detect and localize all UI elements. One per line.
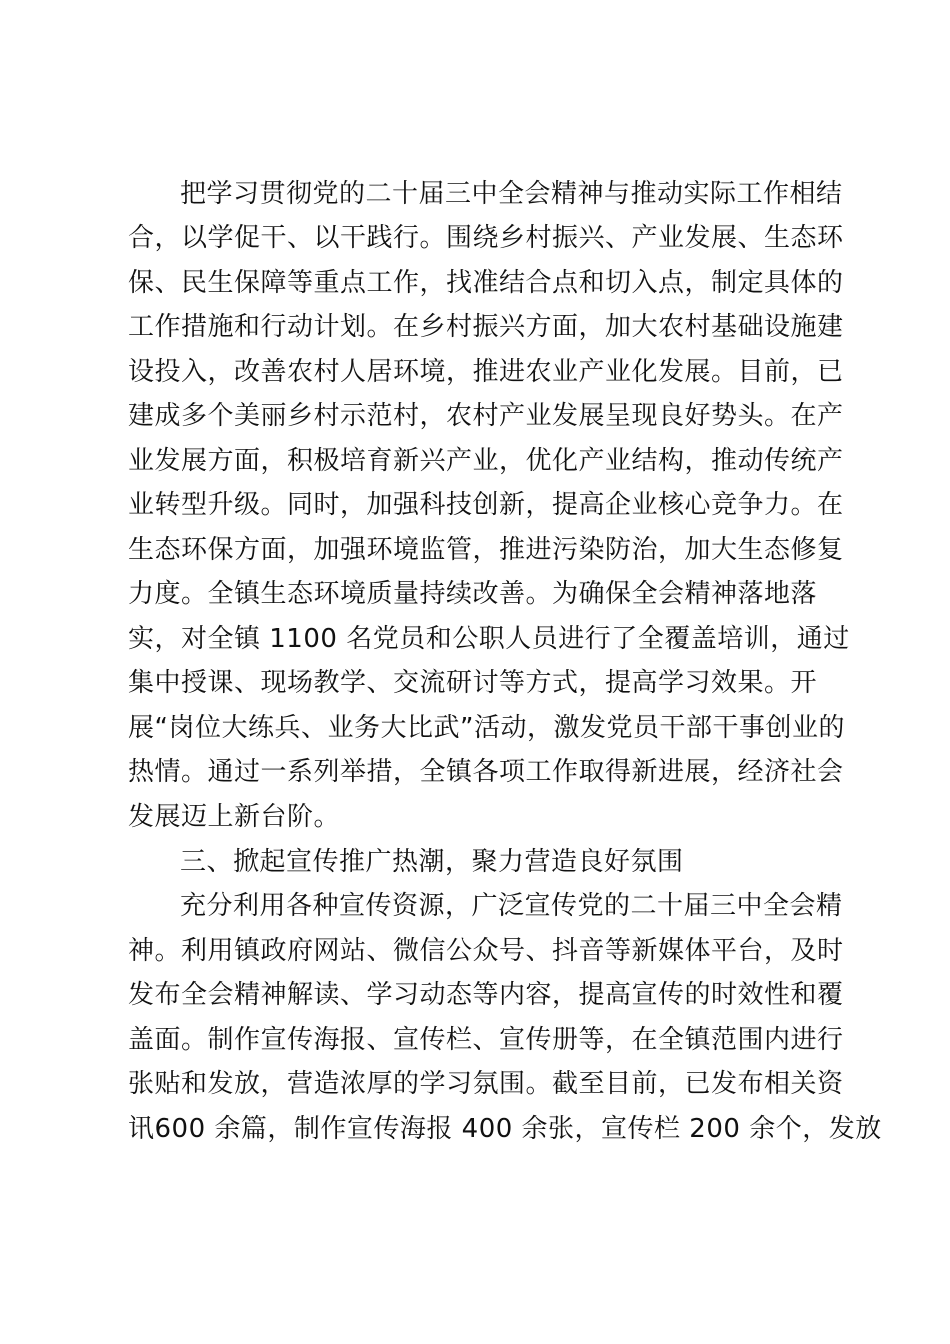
paragraph-line: 业发展方面，积极培育新兴产业，优化产业结构，推动传统产 [128,446,844,476]
paragraph-line: 热情。通过一系列举措，全镇各项工作取得新进展，经济社会 [128,757,844,787]
paragraph-line: 力度。全镇生态环境质量持续改善。为确保全会精神落地落 [128,579,818,609]
paragraph-line: 盖面。制作宣传海报、宣传栏、宣传册等，在全镇范围内进行 [128,1025,844,1055]
paragraph-line: 业转型升级。同时，加强科技创新，提高企业核心竞争力。在 [128,490,844,520]
paragraph-line: 生态环保方面，加强环境监管，推进污染防治，加大生态修复 [128,535,844,565]
paragraph-line: 集中授课、现场教学、交流研讨等方式，提高学习效果。开 [128,668,818,698]
paragraph-line: 讯600 余篇，制作宣传海报 400 余张，宣传栏 200 余个，发放 [128,1114,882,1144]
section-heading: 三、掀起宣传推广热潮，聚力营造良好氛围 [180,847,684,877]
paragraph-line: 神。利用镇政府网站、微信公众号、抖音等新媒体平台，及时 [128,936,844,966]
paragraph-line: 发展迈上新台阶。 [128,802,341,832]
paragraph-line: 张贴和发放，营造浓厚的学习氛围。截至目前，已发布相关资 [128,1069,844,1099]
paragraph-line: 实，对全镇 1100 名党员和公职人员进行了全覆盖培训，通过 [128,624,850,654]
paragraph-line: 设投入，改善农村人居环境，推进农业产业化发展。目前，已 [128,357,844,387]
paragraph-line: 合，以学促干、以干践行。围绕乡村振兴、产业发展、生态环 [128,223,844,253]
paragraph-line: 把学习贯彻党的二十届三中全会精神与推动实际工作相结 [180,179,843,209]
paragraph-line: 展“岗位大练兵、业务大比武”活动，激发党员干部干事创业的 [128,713,845,743]
paragraph-line: 充分利用各种宣传资源，广泛宣传党的二十届三中全会精 [180,891,843,921]
paragraph-line: 保、民生保障等重点工作，找准结合点和切入点，制定具体的 [128,268,844,298]
paragraph-line: 建成多个美丽乡村示范村，农村产业发展呈现良好势头。在产 [128,401,844,431]
paragraph-line: 工作措施和行动计划。在乡村振兴方面，加大农村基础设施建 [128,312,844,342]
paragraph-line: 发布全会精神解读、学习动态等内容，提高宣传的时效性和覆 [128,980,844,1010]
